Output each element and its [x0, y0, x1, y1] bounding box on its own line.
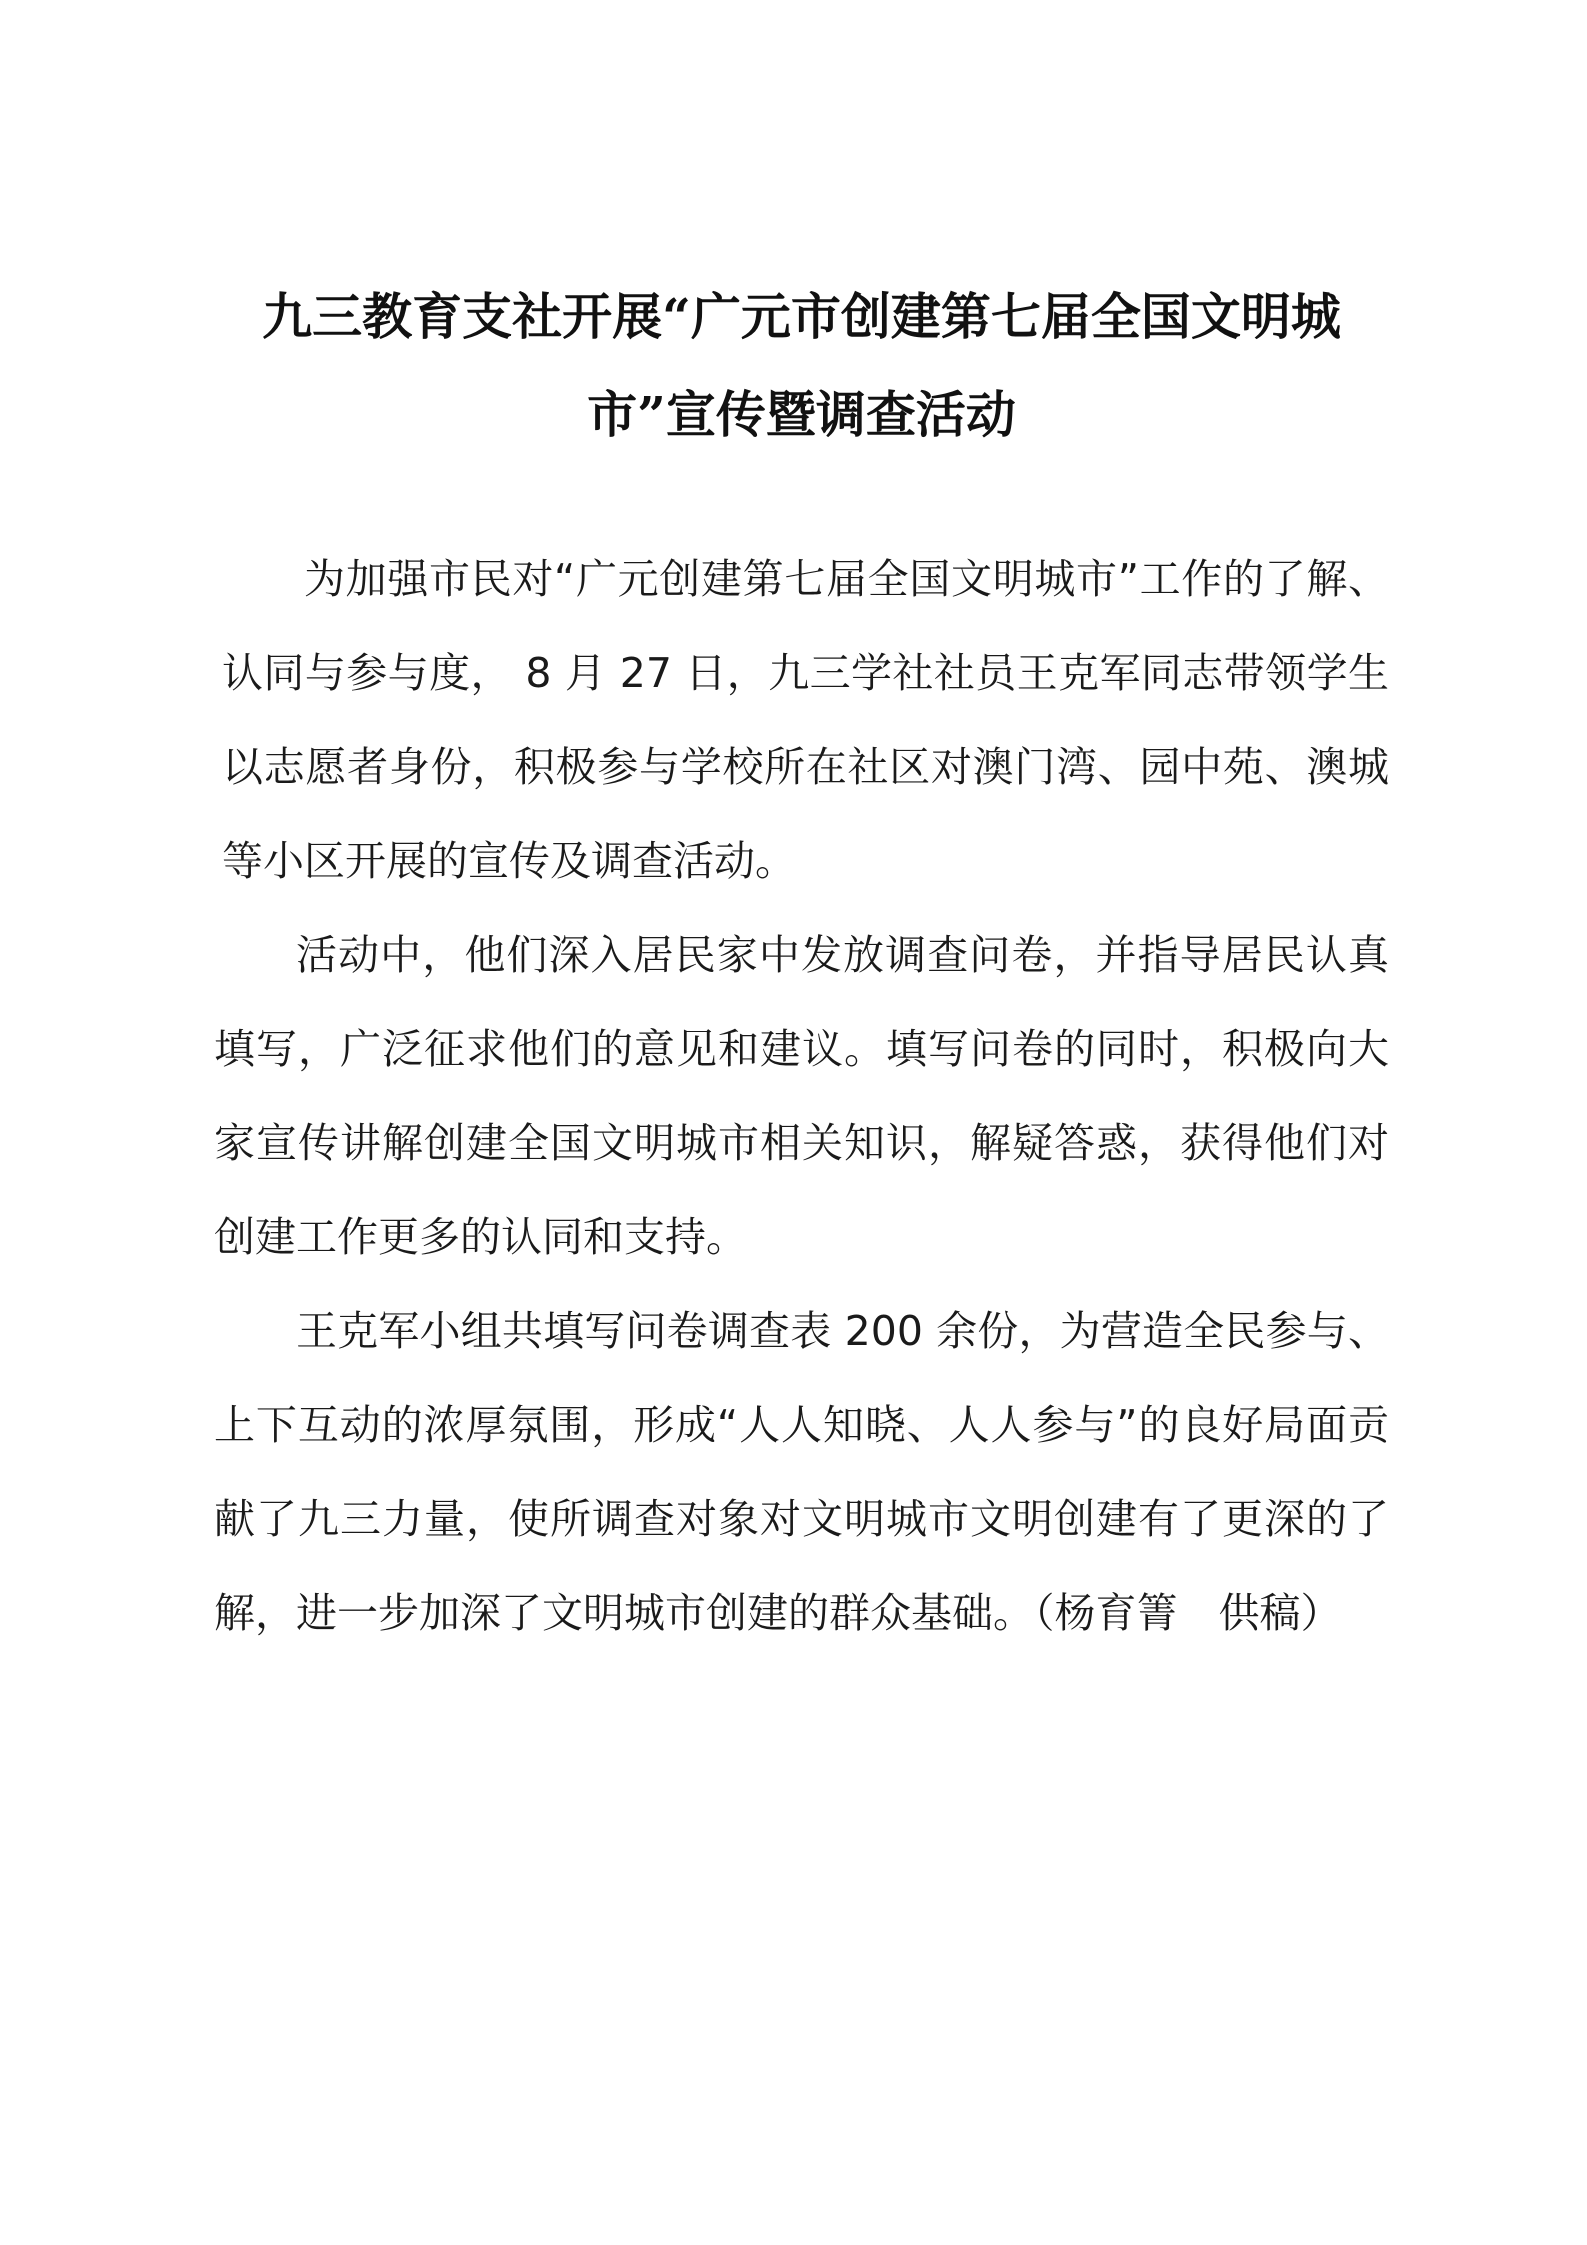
paragraph-3: 王克军小组共填写问卷调查表 200 余份，为营造全民参与、上下互动的浓厚氛围，形成“人人知晓、人人参与”的良好局面贡献了九三力量，使所调查对象对文明城市文明创建有了更深的了解，进一步加深了文明城市创建的群众基础。（杨育箐 供稿） [214, 1307, 1389, 1637]
article-title: 九三教育支社开展“广元市创建第七届全国文明城市”宣传暨调查活动 [262, 287, 1341, 444]
article-body [214, 532, 1389, 1660]
paragraph-1: 为加强市民对“广元创建第七届全国文明城市”工作的了解、认同与参与度， 8 月 27 日，九三学社社员王克军同志带领学生以志愿者身份，积极参与学校所在社区对澳门湾、园中苑、澳城等小区开展的宣传及调查活动。 [222, 555, 1389, 885]
paragraph-2: 活动中，他们深入居民家中发放调查问卷，并指导居民认真填写，广泛征求他们的意见和建议。填写问卷的同时，积极向大家宣传讲解创建全国文明城市相关知识，解疑答惑，获得他们对创建工作更多的认同和支持。 [214, 931, 1389, 1261]
